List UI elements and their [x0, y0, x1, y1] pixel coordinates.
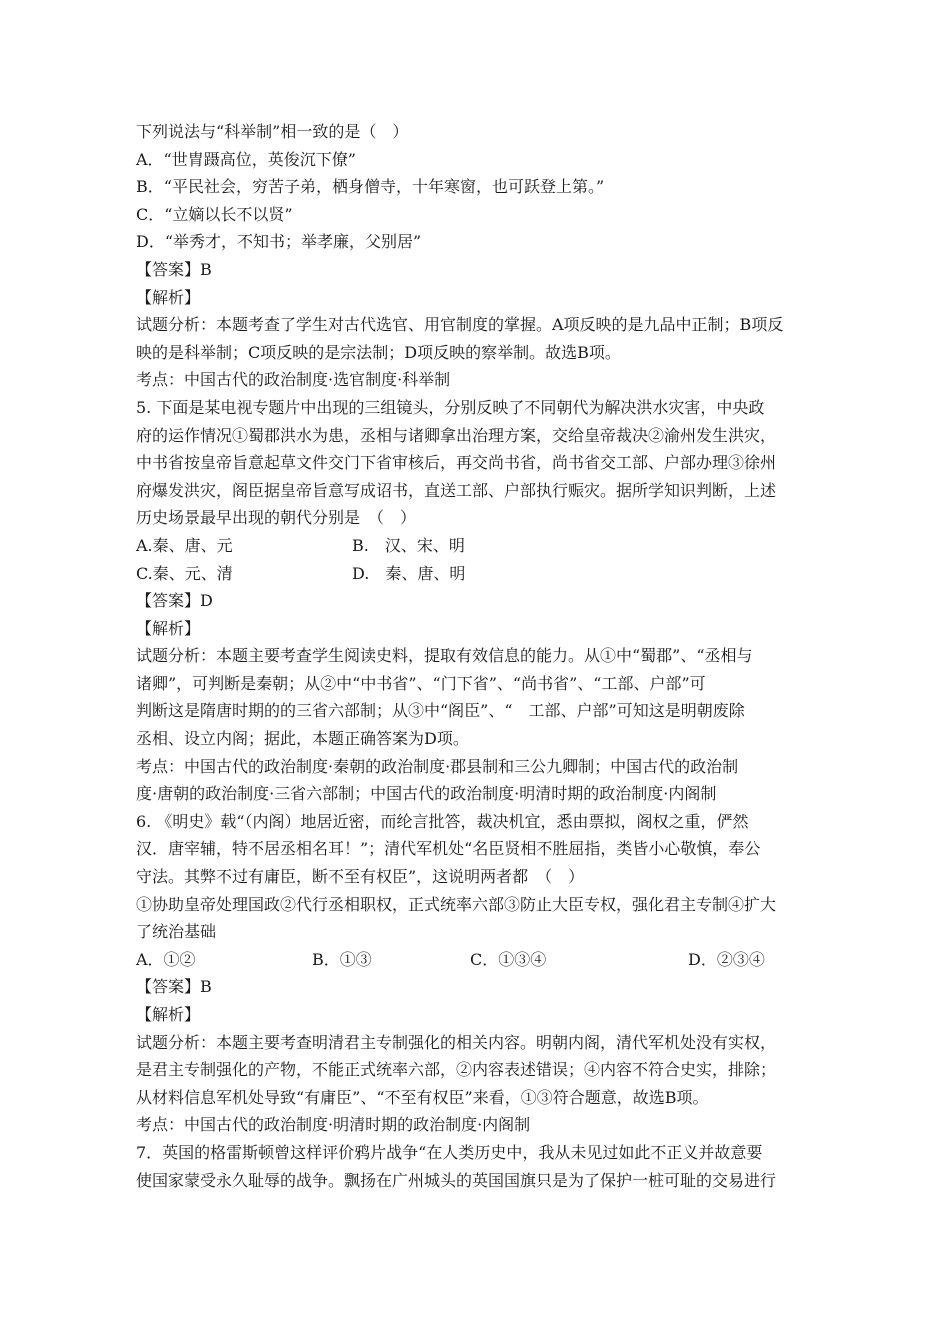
option-a: A.秦、唐、元: [136, 535, 233, 555]
document-body: [136, 118, 826, 1194]
analysis-line: 判断这是隋唐时期的的三省六部制；从③中“阁臣”、“ 工部、户部”可知这是明朝废除: [136, 701, 745, 721]
analysis-line: 映的是科举制；C项反映的是宗法制；D项反映的察举制。故选B项。: [136, 342, 621, 362]
knowledge-point: 考点：中国古代的政治制度·明清时期的政治制度·内阁制: [136, 1115, 531, 1135]
question-7: [136, 1139, 826, 1194]
answer-label: 【答案】B: [136, 977, 212, 997]
question-stem-line: 府的运作情况①蜀郡洪水为患，丞相与诸卿拿出治理方案，交给皇帝裁决②渝州发生洪灾，: [136, 425, 777, 445]
knowledge-point: 考点：中国古代的政治制度·选官制度·科举制: [136, 370, 451, 390]
option-d: D. 秦、唐、明: [352, 563, 466, 583]
question-stem-line: 守法。其弊不过有庸臣，断不至有权臣”，这说明两者都 （ ）: [136, 867, 585, 887]
analysis-line: 试题分析：本题主要考查学生阅读史料，提取有效信息的能力。从①中“蜀郡”、“丞相与: [136, 646, 753, 666]
analysis-heading: 【解析】: [136, 287, 201, 307]
options-row: [136, 946, 826, 974]
option-a: A．“世胄蹑高位，英俊沉下僚”: [136, 149, 356, 169]
question-stem-line: 中书省按皇帝旨意起草文件交门下省审核后，再交尚书省，尚书省交工部、户部办理③徐州: [136, 453, 777, 473]
question-6: [136, 808, 826, 1139]
options-row: [136, 560, 826, 588]
knowledge-point: 度·唐朝的政治制度·三省六部制；中国古代的政治制度·明清时期的政治制度·内阁制: [136, 784, 717, 804]
analysis-heading: 【解析】: [136, 618, 201, 638]
question-stem-line: 6. 《明史》载“（内阁）地居近密，而纶言批答，裁决机宜，悉由票拟，阁权之重，俨然: [136, 811, 749, 831]
analysis-line: 试题分析：本题考查了学生对古代选官、用官制度的掌握。A项反映的是九品中正制；B项反: [136, 315, 784, 335]
option-c: C．①③④: [470, 949, 547, 969]
option-d: D．“举秀才，不知书；举孝廉，父别居”: [136, 232, 422, 252]
question-stem-line: 汉．唐宰辅，特不居丞相名耳！”；清代军机处“名臣贤相不胜屈指，类皆小心敬慎，奉公: [136, 839, 761, 859]
question-stem: 下列说法与“科举制”相一致的是（ ）: [136, 122, 409, 141]
option-b: B．①③: [312, 949, 372, 969]
answer-label: 【答案】B: [136, 259, 212, 279]
option-c: C．“立嫡以长不以贤”: [136, 204, 293, 224]
analysis-heading: 【解析】: [136, 1005, 201, 1024]
question-stem-line: 历史场景最早出现的朝代分别是 （ ）: [136, 508, 417, 528]
question-stem-line: 府爆发洪灾，阁臣据皇帝旨意写成诏书，直送工部、户部执行赈灾。据所学知识判断，上述: [136, 480, 777, 500]
question-4: [136, 118, 826, 394]
analysis-line: 试题分析：本题主要考查明清君主专制强化的相关内容。明朝内阁，清代军机处没有实权，: [136, 1032, 777, 1052]
option-c: C.秦、元、清: [136, 563, 233, 583]
question-5: [136, 394, 826, 808]
question-stem-line: 了统治基础: [136, 922, 217, 942]
analysis-line: 从材料信息军机处导致“有庸臣”、“不至有权臣”来看，①③符合题意，故选B项。: [136, 1087, 709, 1107]
question-stem-line: 5. 下面是某电视专题片中出现的三组镜头，分别反映了不同朝代为解决洪水灾害，中央政: [136, 397, 765, 417]
answer-label: 【答案】D: [136, 591, 213, 611]
question-stem-line: 7．英国的格雷斯顿曾这样评价鸦片战争“在人类历史中，我从未见过如此不正义并故意要: [136, 1142, 763, 1162]
option-b: B．“平民社会，穷苦子弟，栖身僧寺，十年寒窗，也可跃登上第。”: [136, 177, 605, 197]
option-b: B. 汉、宋、明: [352, 535, 465, 555]
options-row: [136, 532, 826, 560]
option-d: D．②③④: [688, 949, 765, 969]
question-stem-line: ①协助皇帝处理国政②代行丞相职权，正式统率六部③防止大臣专权，强化君主专制④扩大: [136, 894, 777, 914]
analysis-line: 诸卿”，可判断是秦朝；从②中“中书省”、“门下省”、“尚书省”、“工部、户部”可: [136, 673, 706, 693]
analysis-line: 是君主专制强化的产物，不能正式统率六部，②内容表述错误；④内容不符合史实，排除；: [136, 1060, 777, 1080]
question-stem-line: 使国家蒙受永久耻辱的战争。飘扬在广州城头的英国国旗只是为了保护一桩可耻的交易进行: [136, 1170, 777, 1190]
knowledge-point: 考点：中国古代的政治制度·秦朝的政治制度·郡县制和三公九卿制；中国古代的政治制: [136, 756, 739, 776]
analysis-line: 丞相、设立内阁；据此，本题正确答案为D项。: [136, 729, 469, 749]
option-a: A．①②: [136, 949, 196, 969]
